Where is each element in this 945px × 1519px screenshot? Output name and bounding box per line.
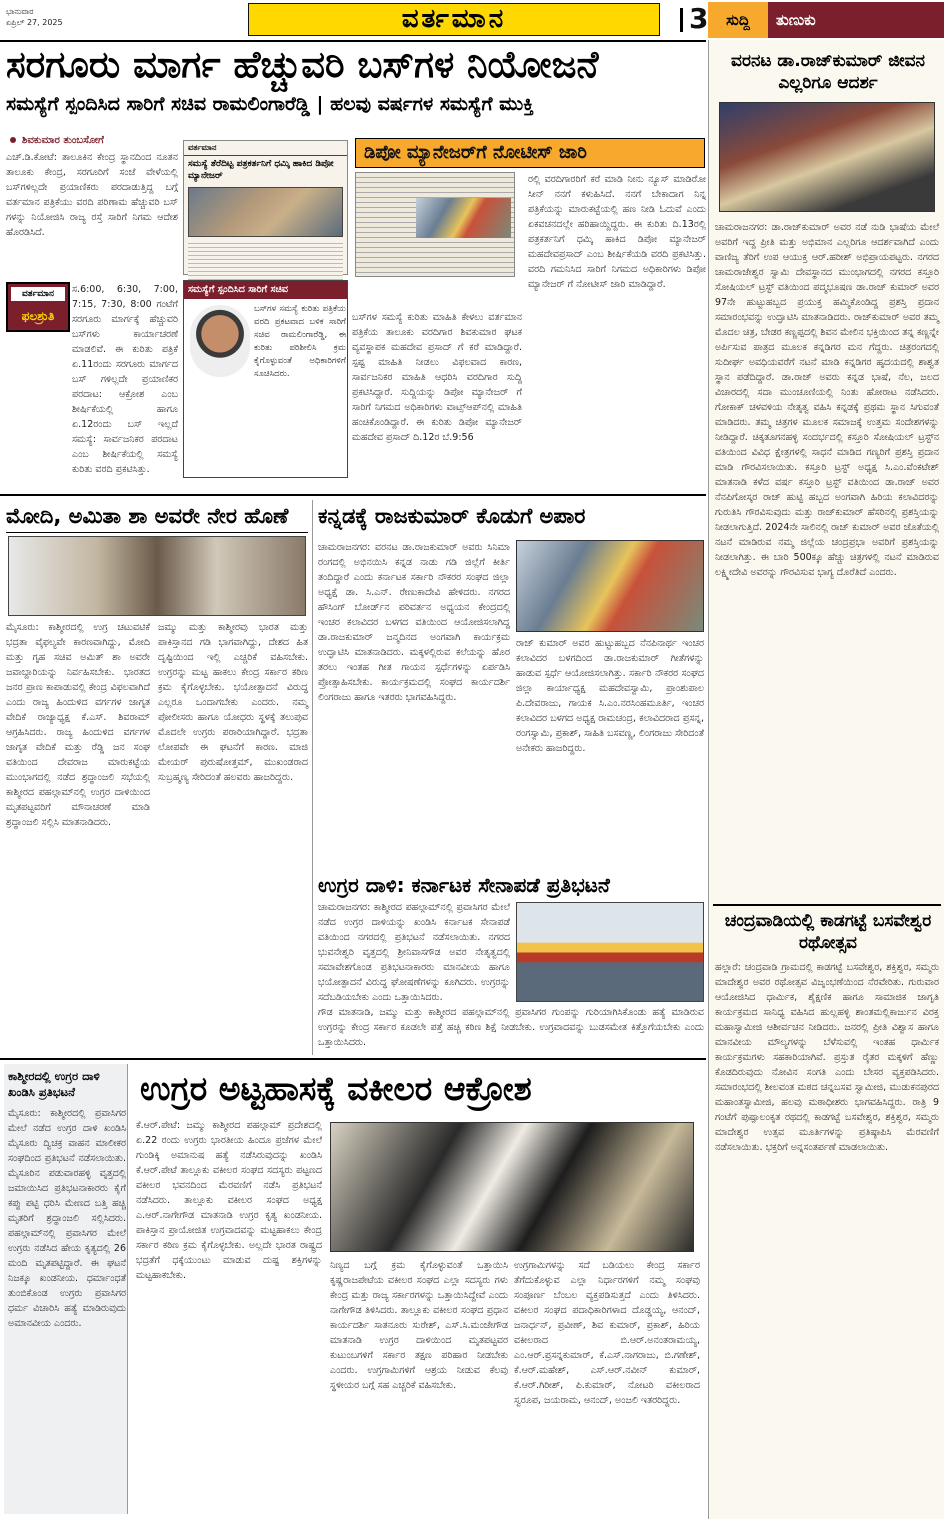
modi-text-1: ಮೈಸೂರು: ಕಾಶ್ಮೀರದಲ್ಲಿ ಉಗ್ರ ಚಟುವಟಿಕೆ ಭದ್ರತಾ ವೈಫಲ್ಯವೇ ಕಾರಣವಾಗಿದ್ದು, ಮೋದಿ ಮತ್ತು ಗೃಹ ಸಚಿವ ಅಮಿತ್ ಶಾ ಅವರೇ ಜವಾಬ್ದಾರಿಯನ್ನು ನಿರ್ವಹಿಸಬೇಕು. ಭಾರತದ ಜನರ ಪ್ರಾಣ ಕಾಪಾಡುವಲ್ಲಿ ಕೇಂದ್ರ ವಿಫಲವಾಗಿದೆ ಎಂದು ರಾಜ್ಯ ಹಿಂದುಳಿದ ವರ್ಗಗಳ ಜಾಗೃತ ವೇದಿಕೆ ರಾಜ್ಯಾಧ್ಯಕ್ಷ ಕೆ.ಎಸ್. ಶಿವರಾಮ್ ಆಗ್ರಹಿಸಿದರು. ರಾಜ್ಯ ಹಿಂದುಳಿದ ವರ್ಗಗಳ ಜಾಗೃತ ವೇದಿಕೆ ಮತ್ತು ರೆಡ್ಡಿ ಜನ ಸಂಘ ವತಿಯಿಂದ ದೇವರಾಜ ಮಾರುಕಟ್ಟೆಯ ಮುಂಭಾಗದಲ್ಲಿ ನಡೆದ ಶ್ರದ್ಧಾಂಜಲಿ ಸಭೆಯಲ್ಲಿ ಕಾಶ್ಮೀರದ ಪಹಲ್ಗಾಮ್‌ನಲ್ಲಿ ಉಗ್ರರ ದಾಳಿಯಿಂದ ಮೃತಪಟ್ಟವರಿಗೆ ಮೌನಾಚರಣೆ ಮಾಡಿ ಶ್ರದ್ಧಾಂಜಲಿ ಸಲ್ಲಿಸಿ ಮಾತನಾಡಿದರು. xyxy=(6,622,150,828)
page-number xyxy=(680,4,708,34)
ugra-text-2: ಗೌಡ ಮಾತನಾಡಿ, ಜಮ್ಮು ಮತ್ತು ಕಾಶ್ಮೀರದ ಪಹಲ್ಗಾಮ್‌ನಲ್ಲಿ ಪ್ರವಾಸಿಗರ ಗುಂಪನ್ನು ಗುರಿಯಾಗಿಸಿಕೊಂಡು ಹತ್ಯೆ ಮಾಡಿರುವ ಉಗ್ರರನ್ನು ಕೇಂದ್ರ ಸರ್ಕಾರ ಕೂಡಲೇ ಪತ್ತೆ ಹಚ್ಚಿ ಕಠಿಣ ಶಿಕ್ಷೆ ನೀಡಬೇಕು. ಉಗ್ರವಾದವನ್ನು ಬುಡಸಮೇತ ಕಿತ್ತೊಗೆಯಬೇಕು ಎಂದು ಒತ್ತಾಯಿಸಿದರು. xyxy=(318,1007,704,1048)
right-sidebar xyxy=(708,40,944,1519)
minister-photo xyxy=(190,305,250,377)
masthead-title: ವರ್ತಮಾನ xyxy=(401,4,507,34)
modi-text-2: ಜಮ್ಮು ಮತ್ತು ಕಾಶ್ಮೀರವು ಭಾರತ ಮತ್ತು ಪಾಕಿಸ್ತಾನದ ಗಡಿ ಭಾಗವಾಗಿದ್ದು, ದೇಶದ ಹಿತ ದೃಷ್ಟಿಯಿಂದ ಇಲ್ಲಿ ಎಚ್ಚರಿಕೆ ವಹಿಸಬೇಕು. ಉಗ್ರರನ್ನು ಮಟ್ಟ ಹಾಕಲು ಕೇಂದ್ರ ಸರ್ಕಾರ ಕಠಿಣ ಕ್ರಮ ಕೈಗೊಳ್ಳಬೇಕು. ಭಯೋತ್ಪಾದನೆ ವಿರುದ್ಧ ಎಲ್ಲರೂ ಒಂದಾಗಬೇಕು ಎಂದರು. ನಮ್ಮ ಪೋಲೀಸರು ಹಾಗೂ ಯೋಧರು ಸ್ಥಳಕ್ಕೆ ತಲುಪುವ ಮೊದಲೇ ಉಗ್ರರು ಪರಾರಿಯಾಗಿದ್ದಾರೆ. ಭದ್ರತಾ ಲೋಪವೇ ಈ ಘಟನೆಗೆ ಕಾರಣ. ಮಾಜಿ ಮೇಯರ್ ಪುರುಷೋತ್ತಮ್, ಮುಖಂಡರಾದ ಸುಬ್ರಹ್ಮಣ್ಯ ಸೇರಿದಂತೆ ಹಲವರು ಹಾಜರಿದ್ದರು. xyxy=(158,622,308,783)
notice-headline: ಡಿಪೋ ಮ್ಯಾನೇಜರ್‌ಗೆ ನೋಟೀಸ್ ಜಾರಿ xyxy=(364,142,587,163)
kashmir-sidebox xyxy=(4,1064,128,1514)
lead-col1-text2b xyxy=(6,336,178,476)
kannada-photo xyxy=(516,540,704,632)
mid-bottom-rule xyxy=(0,1058,706,1060)
minister-text: ಬಸ್‌ಗಳ ಸಮಸ್ಯೆ ಕುರಿತು ಪತ್ರಿಕೆಯ ವರದಿ ಪ್ರಕಟವಾದ ಬಳಿಕ ಸಾರಿಗೆ ಸಚಿವ ರಾಮಲಿಂಗಾರೆಡ್ಡಿ, ಈ ಕುರಿತು ಪರಿಶೀಲಿಸಿ ಕ್ರಮ ಕೈಗೊಳ್ಳುವಂತೆ ಅಧಿಕಾರಿಗಳಿಗೆ ಸೂಚಿಸಿದರು. xyxy=(254,304,346,379)
badge-bottom: ಫಲಶ್ರುತಿ xyxy=(21,309,55,323)
right-headline-1: ವರನಟ ಡಾ.ರಾಜ್‌ಕುಮಾರ್ ಜೀವನ ಎಲ್ಲರಿಗೂ ಆದರ್ಶ xyxy=(731,51,925,93)
kannada-headline: ಕನ್ನಡಕ್ಕೆ ರಾಜಕುಮಾರ್ ಕೊಡುಗೆ ಅಪಾರ xyxy=(318,504,586,528)
lead-col4-text: ರಲ್ಲಿ ವರದಿಗಾರರಿಗೆ ಕರೆ ಮಾಡಿ ನೀನು ನ್ಯೂಸ್ ಮಾಡಿರೋ ಸೀನ್ ನನಗೆ ಕಳುಹಿಸಿದೆ. ನನಗೆ ಬೇಕಾದಾಗ ನಿನ್ನ ಪತ್ರಿಕೆಯನ್ನು ಮಾರುಕಟ್ಟೆಯಲ್ಲಿ ಹಣ ನೀಡಿ ಓದುವೆ ಎಂದು ಏಕವಚನದಲ್ಲೇ ಹರಿಹಾಯ್ದಿದ್ದರು. ಈ ಕುರಿತು ದಿ.13ರಲ್ಲಿ ಪತ್ರಕರ್ತನಿಗೆ ಧಮ್ಕಿ ಹಾಕಿದ ಡಿಪೋ ಮ್ಯಾನೇಜರ್ ಮಹದೇವಪ್ರಸಾದ್ ಎಂಬ ಶೀರ್ಷಿಕೆಯಡಿ ವರದಿ ಪ್ರಕಟಿಸಿತ್ತು. ವರದಿ ಗಮನಿಸಿದ ಸಾರಿಗೆ ನಿಗಮದ ಅಧಿಕಾರಿಗಳು ಡಿಪೋ ಮ್ಯಾನೇಜರ್ ಗೆ ನೋಟೀಸ್ ಜಾರಿ ಮಾಡಿದ್ದಾರೆ. xyxy=(528,174,706,290)
ugra-text: ಚಾಮರಾಜನಗರ: ಕಾಶ್ಮೀರದ ಪಹಲ್ಗಾಮ್‌ನಲ್ಲಿ ಪ್ರವಾಸಿಗರ ಮೇಲೆ ನಡೆದ ಉಗ್ರರ ದಾಳಿಯನ್ನು ಖಂಡಿಸಿ ಕರ್ನಾಟಕ ಸೇನಾಪಡೆ ವತಿಯಿಂದ ನಗರದಲ್ಲಿ ಪ್ರತಿಭಟನೆ ನಡೆಸಲಾಯಿತು. ನಗರದ ಭುವನೇಶ್ವರಿ ವೃತ್ತದಲ್ಲಿ ಶ್ರೀನಿವಾಸಗೌಡ ಅವರ ನೇತೃತ್ವದಲ್ಲಿ ಸಮಾವೇಶಗೊಂಡ ಪ್ರತಿಭಟನಾಕಾರರು ಮಾನವೀಯ ಹಾಗೂ ಭಯೋತ್ಪಾದನೆ ವಿರುದ್ಧ ಘೋಷಣೆಗಳನ್ನು ಕೂಗಿದರು. ಉಗ್ರರನ್ನು ಸದೆಬಡಿಯಬೇಕು ಎಂದು ಒತ್ತಾಯಿಸಿದರು. xyxy=(318,902,510,1003)
badge-top: ವರ್ತಮಾನ xyxy=(11,287,65,301)
modi-rule xyxy=(6,532,308,533)
lead-col1-text: ಎಚ್.ಡಿ.ಕೋಟೆ: ತಾಲೂಕಿನ ಕೇಂದ್ರ ಸ್ಥಾನದಿಂದ ನೂತನ ತಾಲೂಕು ಕೇಂದ್ರ, ಸರಗೂರಿಗೆ ಸಂಜೆ ವೇಳೆಯಲ್ಲಿ ಬಸ್‌ಗಳಿಲ್ಲದೇ ಪ್ರಯಾಣಿಕರು ಪರದಾಡುತ್ತಿದ್ದ ಬಗ್ಗೆ ವರ್ತಮಾನ ಪತ್ರಿಕೆಯು ವರದಿ ಪರಿಣಾಮ ಹೆಚ್ಚುವರಿ ಬಸ್ ಗಳನ್ನು ನಿಯೋಜಿಸಿ ರಾಜ್ಯ ರಸ್ತೆ ಸಾರಿಗೆ ನಿಗಮ ಆದೇಶ ಹೊರಡಿಸಿದೆ. xyxy=(6,152,178,238)
right-photo-1 xyxy=(719,102,935,212)
kashmir-text: ಮೈಸೂರು: ಕಾಶ್ಮೀರದಲ್ಲಿ ಪ್ರವಾಸಿಗರ ಮೇಲೆ ನಡೆದ ಉಗ್ರರ ದಾಳಿ ಖಂಡಿಸಿ ಮೈಸೂರು ದ್ವಿಚಕ್ರ ವಾಹನ ಮಾಲೀಕರ ಸಂಘದಿಂದ ಪ್ರತಿಭಟನೆ ನಡೆಸಲಾಯಿತು. ಮೈಸೂರಿನ ಪಡುವಾರಹಳ್ಳಿ ವೃತ್ತದಲ್ಲಿ ಜಮಾಯಿಸಿದ ಪ್ರತಿಭಟನಾಕಾರರು ಕೈಗೆ ಕಪ್ಪು ಪಟ್ಟಿ ಧರಿಸಿ ಮೇಣದ ಬತ್ತಿ ಹಚ್ಚಿ ಮೃತರಿಗೆ ಶ್ರದ್ಧಾಂಜಲಿ ಸಲ್ಲಿಸಿದರು. ಪಹಲ್ಗಾಮ್‌ನಲ್ಲಿ ಪ್ರವಾಸಿಗರ ಮೇಲೆ ಉಗ್ರರು ನಡೆಸಿದ ಹೇಯ ಕೃತ್ಯದಲ್ಲಿ 26 ಮಂದಿ ಮೃತಪಟ್ಟಿದ್ದಾರೆ. ಈ ಘಟನೆ ನಿಜಕ್ಕೂ ಖಂಡನೀಯ. ಧರ್ಮಾಂಧತೆ ತುಂಬಿಕೊಂಡ ಉಗ್ರರು ಪ್ರವಾಸಿಗರ ಧರ್ಮ ವಿಚಾರಿಸಿ ಹತ್ಯೆ ಮಾಡಿರುವುದು ಅಮಾನವೀಯ ಎಂದರು. xyxy=(8,1108,126,1329)
right-text-2: ಹಲ್ಲಾರೆ: ಚಂದ್ರವಾಡಿ ಗ್ರಾಮದಲ್ಲಿ ಕಾಡಗಟ್ಟೆ ಬಸವೇಶ್ವರ, ಶಕ್ತಿಶ್ವರ, ಸಮ್ಮರು ಮಾದೇಶ್ವರ ಅವರ ರಥೋತ್ಸವ ವಿಜೃಂಭಣೆಯಿಂದ ನೆರವೇರಿತು. ಗುರುವಾರ ಆಯೋಜಿಸಿದ ಧಾರ್ಮಿಕ, ಶೈಕ್ಷಣಿಕ ಹಾಗೂ ಸಾಮಾಜಿಕ ಜಾಗೃತಿ ಕಾರ್ಯಕ್ರಮದ ಸಾನಿಧ್ಯ ವಹಿಸಿದ ಹುಲ್ಲಹಳ್ಳಿ ಶಾಂತಮಲ್ಲಿಕಾರ್ಜುನ ವಿರಕ್ತ ಮಹಾಸ್ವಾಮೀಜಿ ಆಶೀರ್ವಚನ ನೀಡಿದರು. ಜನರಲ್ಲಿ ಪ್ರೀತಿ ವಿಶ್ವಾಸ ಹಾಗೂ ಮಾನವೀಯ ಮೌಲ್ಯಗಳನ್ನು ಬೆಳೆಸುವಲ್ಲಿ ಇಂತಹ ಧಾರ್ಮಿಕ ಕಾರ್ಯಕ್ರಮಗಳು ಸಹಕಾರಿಯಾಗಿವೆ. ಪ್ರಸ್ತುತ ರೈತರ ಮಕ್ಕಳಿಗೆ ಹೆಣ್ಣು ಕೊಡದಿರುವುದು ನೋವಿನ ಸಂಗತಿ ಎಂದು ಬೇಸರ ವ್ಯಕ್ತಪಡಿಸಿದರು. ಸಮಾರಂಭದಲ್ಲಿ ಶೀಲವಂತ ಮಠದ ಚನ್ನಬಸವ ಸ್ವಾಮೀಜಿ, ಮುಡುಕನಪುರದ ಮಹಾಂತಸ್ವಾಮೀಜಿ, ಹಲವು ಮಠಾಧೀಶರು ಭಾಗವಹಿಸಿದ್ದರು. ರಾತ್ರಿ 9 ಗಂಟೆಗೆ ಪುಷ್ಪಾಲಂಕೃತ ರಥದಲ್ಲಿ ಕಾಡಗಟ್ಟೆ ಬಸವೇಶ್ವರ, ಶಕ್ತಿಶ್ವರ, ಸಮ್ಮರು ಮಾದೇಶ್ವರ ಉತ್ಸವ ಮೂರ್ತಿಗಳನ್ನು ಪ್ರತಿಷ್ಠಾಪಿಸಿ ಮೆರವಣಿಗೆ ನಡೆಸಲಾಯಿತು. ಭಕ್ತರಿಗೆ ಅನ್ನಸಂತರ್ಪಣೆ ಮಾಡಲಾಯಿತು. xyxy=(715,962,939,1153)
falashruti-badge xyxy=(6,282,70,332)
byline-bullet xyxy=(10,137,16,143)
kashmir-headline: ಕಾಶ್ಮೀರದಲ್ಲಿ ಉಗ್ರರ ದಾಳಿ ಖಂಡಿಸಿ ಪ್ರತಿಭಟನೆ xyxy=(8,1069,100,1099)
masthead-rule xyxy=(0,40,706,42)
lead-col3-text: ಬಸ್‌ಗಳ ಸಮಸ್ಯೆ ಕುರಿತು ಮಾಹಿತಿ ಕೇಳಲು ವರ್ತಮಾನ ಪತ್ರಿಕೆಯ ತಾಲೂಕು ವರದಿಗಾರ ಶಿವಕುಮಾರ ಘಟಕ ವ್ಯವಸ್ಥಾಪಕ ಮಹದೇವ ಪ್ರಸಾದ್ ಗೆ ಕರೆ ಮಾಡಿದ್ದಾರೆ. ಸ್ಪಷ್ಟ ಮಾಹಿತಿ ನೀಡಲು ವಿಫಲವಾದ ಕಾರಣ, ಸಾರ್ವಜನಿಕರ ಮಾಹಿತಿ ಆಧರಿಸಿ ವರದಿಗಾರ ಸುದ್ದಿ ಪ್ರಕಟಿಸಿದ್ದಾರೆ. ಸುದ್ದಿಯನ್ನು ಡಿಪೋ ಮ್ಯಾನೇಜರ್ ಗೆ ಸಾರಿಗೆ ನಿಗಮದ ಅಧಿಕಾರಿಗಳು ವಾಟ್ಸ್‌ಆಪ್‌ನಲ್ಲಿ ಮಾಹಿತಿ ಹಂಚಿಕೊಂಡಿದ್ದಾರೆ. ಈ ಕುರಿತು ಡಿಪೋ ಮ್ಯಾನೇಜರ್ ಮಹದೇವ ಪ್ರಸಾದ್ ದಿ.12ರ ಬೆ.9:56 xyxy=(352,312,522,443)
clipping-photo xyxy=(416,198,511,238)
minister-caption: ಸಮಸ್ಯೆಗೆ ಸ್ಪಂದಿಸಿದ ಸಾರಿಗೆ ಸಚಿವ xyxy=(184,281,347,299)
lead-bottom-rule xyxy=(0,494,706,496)
lead-col1-text2: ಸ.6:00, 6:30, 7:00, 7:15, 7:30, 8:00 ಗಂಟೆಗೆ ಸರಗೂರು ಮಾರ್ಗಕ್ಕೆ ಹೆಚ್ಚುವರಿ ಬಸ್‌ಗಳು ಕಾರ್ಯಾಚರಣೆ ಮಾಡಲಿವೆ. ಈ ಕುರಿತು ಪತ್ರಿಕೆ ಏ.11ರಂದು ಸರಗೂರು ಮಾರ್ಗದ ಬಸ್ ಗಳಿಲ್ಲದೇ ಪ್ರಯಾಣಿಕರ ಪರದಾಟ: ಆಕ್ರೋಶ ಎಂಬ ಶೀರ್ಷಿಕೆಯಲ್ಲಿ ಹಾಗೂ ಏ.12ರಂದು ಬಸ್ ಇಲ್ಲದೆ ಸಮಸ್ಯೆ: ಸಾರ್ವಜನಿಕರ ಪರದಾಟ ಎಂಬ ಶೀರ್ಷಿಕೆಯಲ್ಲಿ ಸಮಸ್ಯೆ ಕುರಿತು ವರದಿ ಪ್ರಕಟಿಸಿತ್ತು. xyxy=(72,284,178,475)
lawyers-text-3: ಉಗ್ರಗಾಮಿಗಳನ್ನು ಸದೆ ಬಡಿಯಲು ಕೇಂದ್ರ ಸರ್ಕಾರ ತೆಗೆದುಕೊಳ್ಳುವ ಎಲ್ಲಾ ನಿರ್ಧಾರಗಳಿಗೆ ನಮ್ಮ ಸಂಘವು ಸಂಪೂರ್ಣ ಬೆಂಬಲ ವ್ಯಕ್ತಪಡಿಸುತ್ತದೆ ಎಂದು ತಿಳಿಸಿದರು. ವಕೀಲರ ಸಂಘದ ಪದಾಧಿಕಾರಿಗಳಾದ ದೊಡ್ಡಯ್ಯ, ಆನಂದ್, ಜನಾರ್ಧನ್, ಪ್ರವೀಣ್, ಶಿವ ಕುಮಾರ್, ಪ್ರಕಾಶ್, ಹಿರಿಯ ವಕೀಲರಾದ ಬಿ.ಆರ್.ಅನಂತರಾಮಯ್ಯ, ಎಂ.ಆರ್.ಪ್ರಸನ್ನಕುಮಾರ್, ಕೆ.ಎಸ್.ನಾಗರಾಜು, ಬಿ.ಗಣೇಶ್, ಕೆ.ಆರ್.ಮಹೇಶ್, ಎಸ್.ಆರ್.ನವೀನ್ ಕುಮಾರ್, ಕೆ.ಆರ್.ಗಿರೀಶ್, ಪಿ.ಕುಮಾರ್, ನೋಟರಿ ವಕೀಲರಾದ ಸ್ವರೂಪ, ಜಯರಾಮ, ಆನಂದ್, ಅಂಜಲಿ ಇತರರಿದ್ದರು. xyxy=(514,1260,700,1406)
minister-box xyxy=(183,280,348,478)
kannada-text-2: ರಾಜ್ ಕುಮಾರ್ ಅವರ ಹುಟ್ಟುಹಬ್ಬದ ನೆನಪಿನಾರ್ಥ ಇಂಚರ ಕಲಾವಿದರ ಬಳಗದಿಂದ ಡಾ.ರಾಜಕುಮಾರ್ ಗೀತೆಗಳನ್ನು ಹಾಡುವ ಸ್ಪರ್ಧೆ ಆಯೋಜಿಸಲಾಗಿತ್ತು. ಸರ್ಕಾರಿ ನೌಕರರ ಸಂಘದ ಜಿಲ್ಲಾ ಕಾರ್ಯಾಧ್ಯಕ್ಷ ಮಹದೇವಸ್ವಾಮಿ, ಪ್ರಾಂಶುಪಾಲ ಪಿ.ದೇವರಾಜು, ಗಾಯಕ ಸಿ.ಎಂ.ನರಸಿಂಹಮೂರ್ತಿ, ಇಂಚರ ಕಲಾವಿದರ ಬಳಗದ ಅಧ್ಯಕ್ಷ ರಾಮಚಂದ್ರ, ಕಲಾವಿದರಾದ ಪ್ರಸನ್ನ, ರಂಗಸ್ವಾಮಿ, ಪ್ರಕಾಶ್, ಸಾಹಿತಿ ಬಸವಣ್ಣ, ಲಿಂಗರಾಜು ಸೇರಿದಂತೆ ಅನೇಕರು ಹಾಜರಿದ್ದರು. xyxy=(516,638,704,754)
lead-headline: ಸರಗೂರು ಮಾರ್ಗ ಹೆಚ್ಚುವರಿ ಬಸ್‌ಗಳ ನಿಯೋಜನೆ xyxy=(6,43,599,86)
ugra-photo xyxy=(516,902,704,1002)
kannada-text-1: ಚಾಮರಾಜನಗರ: ವರನಟ ಡಾ.ರಾಜಕುಮಾರ್ ಅವರು ಸಿನಿಮಾ ರಂಗದಲ್ಲಿ ಅಭಿನಯಿಸಿ ಕನ್ನಡ ನಾಡು ಗಡಿ ಜಿಲ್ಲೆಗೆ ಕೀರ್ತಿ ತಂದಿದ್ದಾರೆ ಎಂದು ಕರ್ನಾಟಕ ಸರ್ಕಾರಿ ನೌಕರರ ಸಂಘದ ಜಿಲ್ಲಾ ಅಧ್ಯಕ್ಷೆ ಡಾ. ಸಿ.ಎನ್. ರೇಣುಕಾದೇವಿ ಹೇಳಿದರು. ನಗರದ ಹೌಸಿಂಗ್ ಬೋರ್ಡ್‌ನ ಪರಿವರ್ತನ ಅಧ್ಯಯನ ಕೇಂದ್ರದಲ್ಲಿ ಇಂಚರ ಕಲಾವಿದರ ಬಳಗದ ವತಿಯಿಂದ ಆಯೋಜಿಸಲಾಗಿದ್ದ ಡಾ.ರಾಜಕುಮಾರ್ ಜನ್ಮದಿನದ ಅಂಗವಾಗಿ ಕಾರ್ಯಕ್ರಮ ಉದ್ಘಾಟಿಸಿ ಮಾತನಾಡಿದರು. ಮಕ್ಕಳಲ್ಲಿರುವ ಕಲೆಯನ್ನು ಹೊರ ತರಲು ಇಂತಹ ಗೀತ ಗಾಯನ ಸ್ಪರ್ಧೆಗಳನ್ನು ಏರ್ಪಡಿಸಿ ಪ್ರೋತ್ಸಾಹಿಸಬೇಕು. ಕಾರ್ಯಕ್ರಮದಲ್ಲಿ ಸಂಘದ ಕಾರ್ಯದರ್ಶಿ ಲಿಂಗರಾಜು ಹಾಗೂ ಇತರರು ಭಾಗವಹಿಸಿದ್ದರು. xyxy=(318,542,510,703)
byline-text: ಶಿವಕುಮಾರ ತುಂಬಸೋಗೆ xyxy=(22,135,104,146)
lead-byline xyxy=(10,135,104,146)
right-headline-2: ಚಂದ್ರವಾಡಿಯಲ್ಲಿ ಕಾಡಗಟ್ಟೆ ಬಸವೇಶ್ವರ ರಥೋತ್ಸವ xyxy=(724,911,932,953)
date-line xyxy=(6,6,66,28)
lead-subhead: ಸಮಸ್ಯೆಗೆ ಸ್ಪಂದಿಸಿದ ಸಾರಿಗೆ ಸಚಿವ ರಾಮಲಿಂಗಾರೆಡ್ಡಿ | ಹಲವು ವರ್ಷಗಳ ಸಮಸ್ಯೆಗೆ ಮುಕ್ತಿ xyxy=(6,93,534,115)
page-no-text: 3 xyxy=(689,2,709,35)
masthead xyxy=(0,0,945,42)
lawyers-text-1: ಕೆ.ಆರ್.ಪೇಟೆ: ಜಮ್ಮು ಕಾಶ್ಮೀರದ ಪಹಲ್ಗಾಮ್ ಪ್ರದೇಶದಲ್ಲಿ ಏ.22 ರಂದು ಉಗ್ರರು ಭಾರತೀಯ ಹಿಂದೂ ಪ್ರಜೆಗಳ ಮೇಲೆ ಗುಂಡಿಕ್ಕಿ ಅಮಾನುಷ ಹತ್ಯೆ ನಡೆಸಿರುವುದನ್ನು ಖಂಡಿಸಿ ಕೆ.ಆರ್.ಪೇಟೆ ತಾಲ್ಲೂಕು ವಕೀಲರ ಸಂಘದ ಸದಸ್ಯರು ಪಟ್ಟಣದ ವಕೀಲರ ಭವನದಿಂದ ಮೆರವಣಿಗೆ ನಡೆಸಿ ಪ್ರತಿಭಟನೆ ನಡೆಸಿದರು. ತಾಲ್ಲೂಕು ವಕೀಲರ ಸಂಘದ ಅಧ್ಯಕ್ಷ ಎ.ಆರ್.ನಾಗೇಗೌಡ ಮಾತನಾಡಿ ಉಗ್ರರ ಕೃತ್ಯ ಖಂಡನೀಯ. ಪಾಕಿಸ್ತಾನ ಪ್ರಾಯೋಜಿತ ಉಗ್ರವಾದವನ್ನು ಮಟ್ಟಹಾಕಲು ಕೇಂದ್ರ ಸರ್ಕಾರ ಕಠಿಣ ಕ್ರಮ ಕೈಗೊಳ್ಳಬೇಕು. ಅಲ್ಲದೇ ಭಾರತ ರಾಷ್ಟ್ರದ ಭದ್ರತೆಗೆ ಧಕ್ಕೆಯುಂಟು ಮಾಡುವ ದುಷ್ಟ ಶಕ್ತಿಗಳನ್ನು ಮಟ್ಟಹಾಕಬೇಕು. xyxy=(136,1120,322,1281)
page-no-bar xyxy=(680,8,683,32)
lawyers-headline: ಉಗ್ರರ ಅಟ್ಟಹಾಸಕ್ಕೆ ವಕೀಲರ ಆಕ್ರೋಶ xyxy=(140,1069,532,1108)
notice-headline-box xyxy=(355,138,705,168)
newspaper-clipping xyxy=(355,172,515,277)
masthead-banner xyxy=(248,3,660,36)
right-text-1: ಚಾಮರಾಜನಗರ: ಡಾ.ರಾಜ್‌ಕುಮಾರ್ ಅವರ ನಡೆ ನುಡಿ ಭಾಷೆಯ ಮೇಲೆ ಅವರಿಗೆ ಇದ್ದ ಪ್ರೀತಿ ಮತ್ತು ಅಭಿಮಾನ ಎಲ್ಲರಿಗೂ ಆದರ್ಶವಾಗಿದೆ ಎಂದು ವಾಣಿಜ್ಯ ತೆರಿಗೆ ಉಪ ಆಯುಕ್ತ ಆರ್.ಹರೀಶ್ ಅಭಿಪ್ರಾಯಪಟ್ಟರು. ನಗರದ ಚಾಮರಾಜೇಶ್ವರ ಸ್ವಾಮಿ ದೇವಸ್ಥಾನದ ಮುಂಭಾಗದಲ್ಲಿ ನಗರದ ಕಸ್ತೂರಿ ಸೋಷಿಯಲ್ ಟ್ರಸ್ಟ್ ವತಿಯಿಂದ ಪದ್ಮಭೂಷಣ ಡಾ.ರಾಜ್ ಕುಮಾರ್ ಅವರ 97ನೇ ಹುಟ್ಟುಹಬ್ಬದ ಪ್ರಯುಕ್ತ ಹಮ್ಮಿಕೊಂಡಿದ್ದ ಪ್ರಶಸ್ತಿ ಪ್ರದಾನ ಸಮಾರಂಭವನ್ನು ಉದ್ಘಾಟಿಸಿ ಮಾತನಾಡಿದರು. ರಾಜ್‌ಕುಮಾರ್ ಅವರ ತಮ್ಮ ಮೊದಲ ಚಿತ್ರ, ಬೇಡರ ಕಣ್ಣಪ್ಪದಲ್ಲಿ ಶಿವನ ಮೇಲಿನ ಭಕ್ತಿಯಿಂದ ತನ್ನ ಕಣ್ಣನ್ನೇ ಅರ್ಪಿಸುವ ಪಾತ್ರದ ಮೂಲಕ ಕನ್ನಡಿಗರ ಮನ ಗೆದ್ದರು. ಚಿತ್ರರಂಗದಲ್ಲಿ ಸುದೀರ್ಘ ಅವಧಿಯವರೆಗೆ ನಟನೆ ಮಾಡಿ ಕನ್ನಡಿಗರ ಹೃದಯದಲ್ಲಿ ಶಾಶ್ವತ ಸ್ಥಾನ ಪಡೆದಿದ್ದಾರೆ. ಡಾ.ರಾಜ್ ಅವರು ಕನ್ನಡ ಭಾಷೆ, ನೆಲ, ಜಲದ ವಿಚಾರದಲ್ಲಿ ಸದಾ ಮುಂಚೂಣಿಯಲ್ಲಿ ನಿಂತು ಹೋರಾಟ ನಡೆಸಿದರು. ಗೋಕಾಕ್ ಚಳವಳಿಯ ನೇತೃತ್ವ ವಹಿಸಿ ಕನ್ನಡಕ್ಕೆ ಪ್ರಥಮ ಸ್ಥಾನ ಸಿಗುವಂತೆ ಮಾಡಿದರು. ತಮ್ಮ ಚಿತ್ರಗಳ ಮೂಲಕ ಸಮಾಜಕ್ಕೆ ಉತ್ತಮ ಸಂದೇಶಗಳನ್ನು ನೀಡಿದ್ದಾರೆ. ಚಿಕ್ಕತೂಗನಹಳ್ಳಿ ಸಂದರ್ಭದಲ್ಲಿ ಕಸ್ತೂರಿ ಸೋಷಿಯಲ್ ಟ್ರಸ್ಟ್‌ನ ವತಿಯಿಂದ ವಿವಿಧ ಕ್ಷೇತ್ರಗಳಲ್ಲಿ ಸಾಧನೆ ಮಾಡಿದ ಗಣ್ಯರಿಗೆ ಪ್ರಶಸ್ತಿ ಪ್ರದಾನ ಮಾಡಿ ಗೌರವಿಸಲಾಯಿತು. ಕಸ್ತೂರಿ ಟ್ರಸ್ಟ್ ಅಧ್ಯಕ್ಷ ಸಿ.ಎಂ.ವೆಂಕಟೇಶ್ ಮಾತನಾಡಿ ಕಳೆದ ವರ್ಷ ಕಸ್ತೂರಿ ಟ್ರಸ್ಟ್ ವತಿಯಿಂದ ಡಾ.ರಾಜ್ ಅವರ ನೆನಪಿಗೋಸ್ಕರ ರಾಜ್ ಹುಟ್ಟಿ ಹಬ್ಬದ ಅಂಗವಾಗಿ ಹಿರಿಯ ಕಲಾವಿದರನ್ನು ಗುರುತಿಸಿ ಗೌರವಿಸುವುದು ಮತ್ತು ರಾಜ್‌ಕುಮಾರ್ ಹೆಸರಿನಲ್ಲಿ ಪ್ರಶಸ್ತಿಯನ್ನು ನೀಡಲಾಗುತ್ತಿದೆ. 2024ನೇ ಸಾಲಿನಲ್ಲಿ ರಾಜ್ ಕುಮಾರ್ ಅವರ ಜೊತೆಯಲ್ಲಿ ನಟನೆ ಮಾಡಿರುವ ನಮ್ಮ ಜಿಲ್ಲೆಯ ಚಂದ್ರಪ್ರಭಾ ಅವರಿಗೆ ಪ್ರಶಸ್ತಿಯನ್ನು ನೀಡಲಾಗಿತ್ತು. ಈ ಬಾರಿ 500ಕ್ಕೂ ಹೆಚ್ಚು ಚಿತ್ರಗಳಲ್ಲಿ ನಟನೆ ಮಾಡಿರುವ ಲಕ್ಷ್ಮೀದೇವಿ ಅವರನ್ನು ಗೌರವಿಸುವ ಭಾಗ್ಯ ದೊರೆತಿದೆ ಎಂದರು. xyxy=(715,222,939,578)
clip-header: ವರ್ತಮಾನ xyxy=(184,141,347,156)
clip-photo xyxy=(188,187,343,237)
ugra-headline: ಉಗ್ರರ ದಾಳಿ: ಕರ್ನಾಟಕ ಸೇನಾಪಡೆ ಪ್ರತಿಭಟನೆ xyxy=(318,873,610,897)
sidebar-tag-2: ತುಣುಕು xyxy=(768,2,944,38)
sidebar-tag-1: ಸುದ್ದಿ xyxy=(708,2,768,38)
clip-headline: ಸಮಸ್ಯೆ ತೆರೆದಿಟ್ಟ ಪತ್ರಕರ್ತನಿಗೆ ಧಮ್ಕಿ ಹಾಕಿದ ಡಿಪೋ ಮ್ಯಾನೇಜರ್ xyxy=(188,159,334,181)
weekday: ಭಾನುವಾರ xyxy=(6,7,34,16)
lawyers-text-2: ನಿಣ್ಯದ ಬಗ್ಗೆ ಕ್ರಮ ಕೈಗೊಳ್ಳುವಂತೆ ಒತ್ತಾಯಿಸಿ ಕೃಷ್ಣರಾಜಪೇಟೆಯ ವಕೀಲರ ಸಂಘದ ಎಲ್ಲಾ ಸದಸ್ಯರು ಗಳು ಕೇಂದ್ರ ಮತ್ತು ರಾಜ್ಯ ಸರ್ಕಾರಗಳನ್ನು ಒತ್ತಾಯಿಸಿದ್ದೇವೆ ಎಂದು ನಾಗೇಗೌಡ ತಿಳಿಸಿದರು. ತಾಲ್ಲೂಕು ವಕೀಲರ ಸಂಘದ ಪ್ರಧಾನ ಕಾರ್ಯದರ್ಶಿ ಸಾತನೂರು ಸುರೇಶ್, ಎಸ್.ಸಿ.ಮಂಜೇಗೌಡ ಮಾತನಾಡಿ ಉಗ್ರರ ದಾಳಿಯಿಂದ ಮೃತಪಟ್ಟವರ ಕುಟುಂಬಗಳಿಗೆ ಸರ್ಕಾರ ತಕ್ಷಣ ಪರಿಹಾರ ನೀಡಬೇಕು ಎಂದರು. ಉಗ್ರಗಾಮಿಗಳಿಗೆ ಆಶ್ರಯ ನೀಡುವ ಕೆಲವು ಸ್ಥಳೀಯರ ಬಗ್ಗೆ ಸಹ ಎಚ್ಚರಿಕೆ ವಹಿಸಬೇಕು. xyxy=(330,1260,508,1391)
clip-lines xyxy=(188,240,343,280)
right-rule xyxy=(713,904,941,906)
clip-collage xyxy=(183,140,348,275)
lawyers-photo xyxy=(330,1122,694,1252)
modi-headline: ಮೋದಿ, ಅಮಿತಾ ಶಾ ಅವರೇ ನೇರ ಹೊಣೆ xyxy=(6,504,289,528)
modi-photo xyxy=(8,536,306,616)
modi-divider xyxy=(312,500,313,1055)
date: ಏಪ್ರಿಲ್ 27, 2025 xyxy=(6,18,63,27)
sidebar-tag xyxy=(708,2,944,38)
